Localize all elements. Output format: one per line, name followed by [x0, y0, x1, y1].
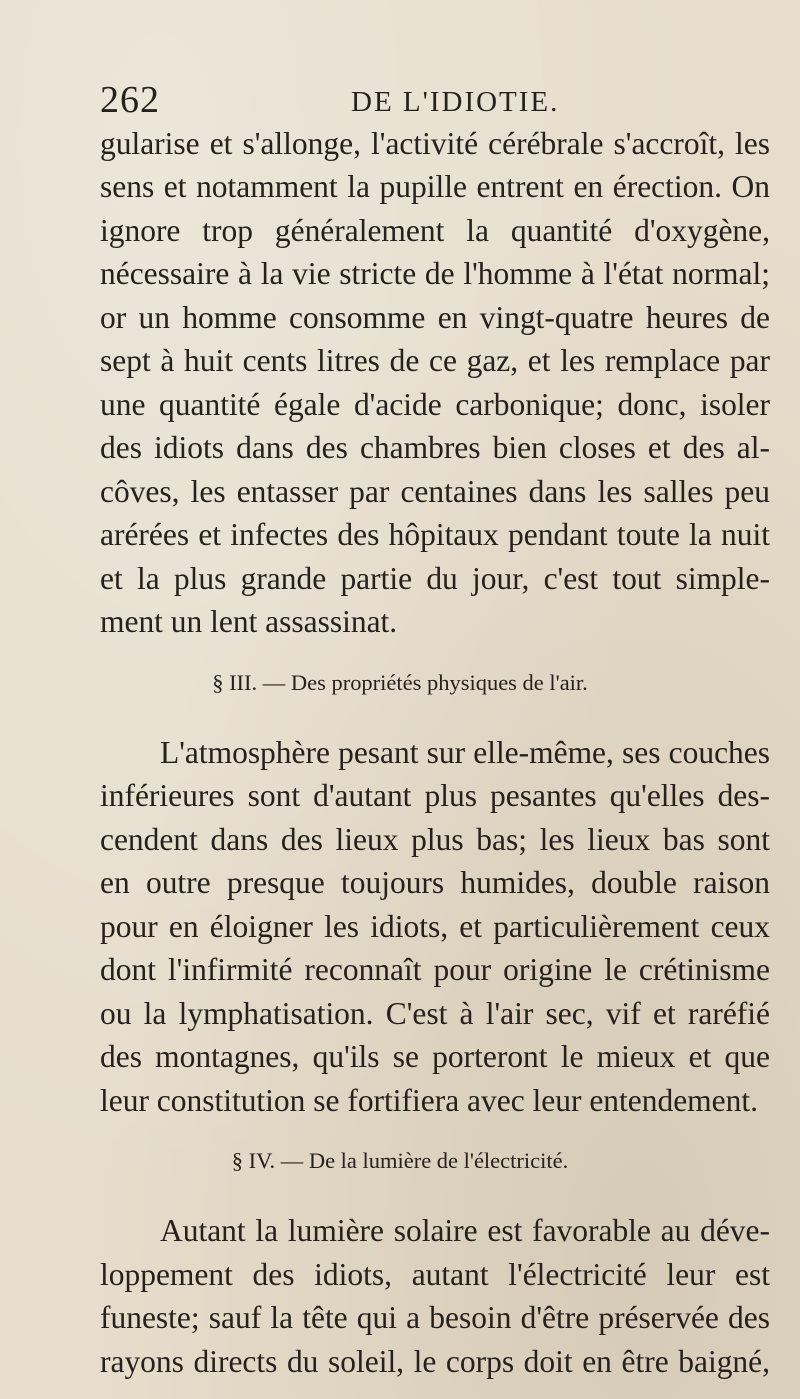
paragraph-2-line-7: ou la lymphatisation. C'est à l'air sec, vif et raréfié: [100, 995, 770, 1031]
paragraph-2-line-1: L'atmosphère pesant sur elle-même, ses couches: [160, 734, 770, 770]
paragraph-3-line-4: rayons directs du soleil, le corps doit en être baigné,: [100, 1343, 770, 1379]
paragraph-1-line-1: gularise et s'allonge, l'activité cérébrale s'accroît, les: [100, 126, 770, 161]
running-title: DE L'IDIOTIE.: [351, 86, 560, 118]
paragraph-2-line-5: pour en éloigner les idiots, et particulièrement ceux: [100, 908, 770, 944]
paragraph-2-line-8: des montagnes, qu'ils se porteront le mieux et que: [100, 1039, 770, 1075]
paragraph-1-line-4: nécessaire à la vie stricte de l'homme à l'état normal;: [100, 256, 770, 292]
page-number: 262: [100, 79, 160, 121]
paragraph-1-line-5: or un homme consomme en vingt-quatre heures de: [100, 299, 770, 335]
paragraph-3-line-2: loppement des idiots, autant l'électricité leur est: [100, 1256, 770, 1292]
paragraph-1-line-6: sept à huit cents litres de ce gaz, et les remplace par: [100, 343, 770, 379]
paragraph-1-line-2: sens et notamment la pupille entrent en érection. On: [100, 169, 770, 205]
paragraph-1-line-3: ignore trop généralement la quantité d'oxygène,: [100, 212, 770, 248]
paragraph-3-line-3: funeste; sauf la tête qui a besoin d'être préservée des: [100, 1300, 770, 1336]
paragraph-2-line-4: en outre presque toujours humides, double raison: [100, 865, 770, 901]
paragraph-2-line-2: inférieures sont d'autant plus pesantes qu'elles des-: [100, 778, 770, 814]
paragraph-1-line-8: des idiots dans des chambres bien closes et des al-: [100, 430, 770, 466]
paragraph-1-line-7: une quantité égale d'acide carbonique; donc, isoler: [100, 386, 770, 422]
paragraph-3-line-1: Autant la lumière solaire est favorable au déve-: [160, 1213, 770, 1249]
paragraph-1-line-9: côves, les entasser par centaines dans les salles peu: [100, 473, 770, 509]
paragraph-2-line-6: dont l'infirmité reconnaît pour origine le crétinisme: [100, 952, 770, 988]
paragraph-2-line-9: leur constitution se fortifiera avec leur entendement.: [100, 1082, 758, 1118]
section-heading-iv: § IV. — De la lumière de l'électricité.: [231, 1147, 569, 1173]
paragraph-1-line-11: et la plus grande partie du jour, c'est tout simple-: [100, 560, 770, 596]
paragraph-2-line-3: cendent dans des lieux plus bas; les lieux bas sont: [100, 821, 770, 857]
paragraph-1-line-10: arérées et infectes des hôpitaux pendant toute la nuit: [100, 517, 770, 553]
paragraph-1-line-12: ment un lent assassinat.: [100, 604, 398, 640]
running-head: [100, 78, 770, 122]
section-heading-iii: § III. — Des propriétés physiques de l'air.: [212, 669, 588, 695]
